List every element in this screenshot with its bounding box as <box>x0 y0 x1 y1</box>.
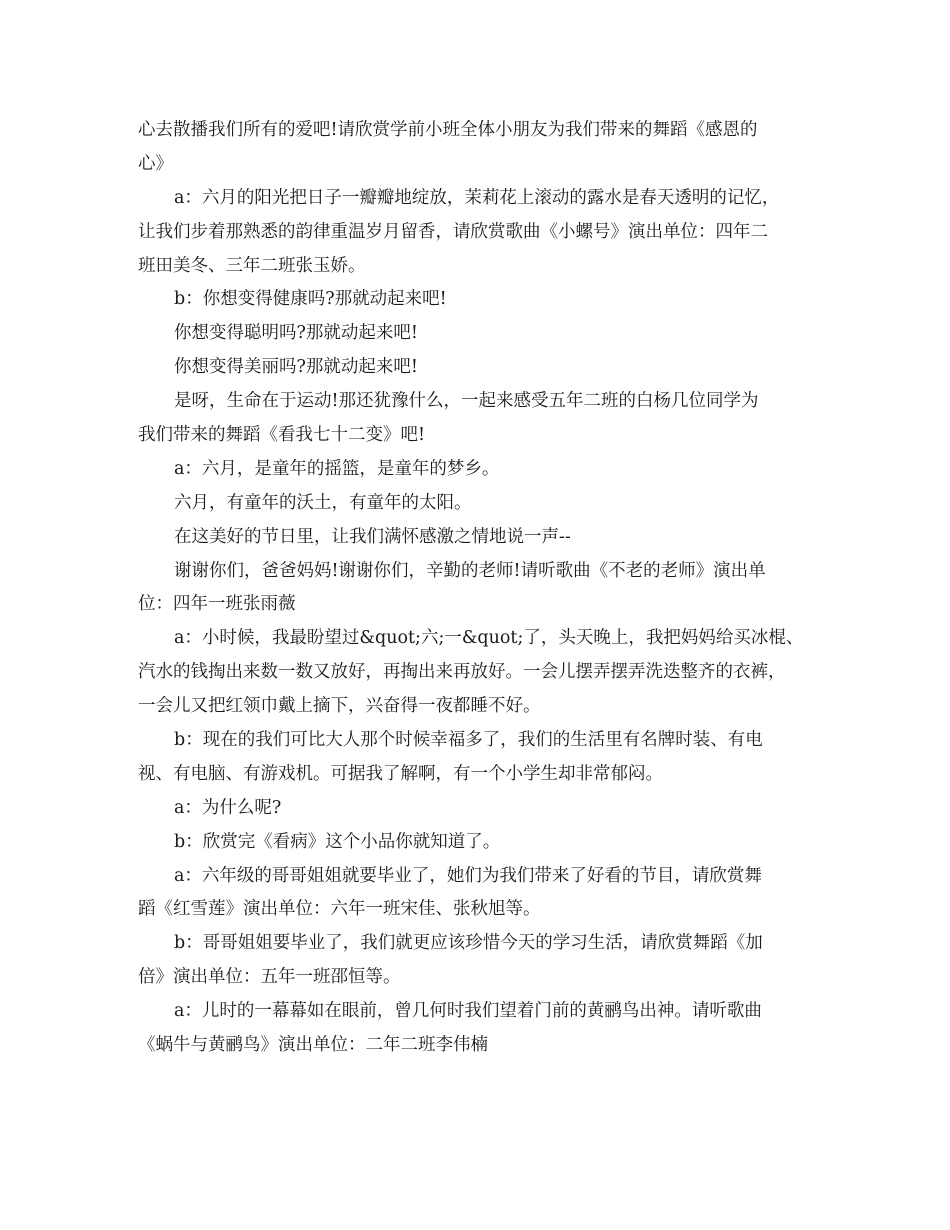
text-line: b：现在的我们可比大人那个时候幸福多了，我们的生活里有名牌时装、有电 <box>174 730 763 751</box>
text-line: a：六年级的哥哥姐姐就要毕业了，她们为我们带来了好看的节目，请欣赏舞 <box>174 865 762 886</box>
text-line: 汽水的钱掏出来数一数又放好，再掏出来再放好。一会儿摆弄摆弄洗迭整齐的衣裤， <box>138 662 786 683</box>
text-line: 倍》演出单位：五年一班邵恒等。 <box>138 967 401 988</box>
text-line: b：哥哥姐姐要毕业了，我们就更应该珍惜今天的学习生活，请欣赏舞蹈《加 <box>174 933 763 954</box>
text-line: 是呀，生命在于运动!那还犹豫什么，一起来感受五年二班的白杨几位同学为 <box>174 391 759 412</box>
text-line: 谢谢你们，爸爸妈妈!谢谢你们，辛勤的老师!请听歌曲《不老的老师》演出单 <box>174 560 766 581</box>
text-line: a：儿时的一幕幕如在眼前，曾几何时我们望着门前的黄鹂鸟出神。请听歌曲 <box>174 1001 762 1022</box>
document-body <box>138 114 828 1063</box>
text-line: a：六月，是童年的摇篮，是童年的梦乡。 <box>174 458 500 479</box>
text-line: 你想变得聪明吗?那就动起来吧! <box>174 323 418 344</box>
text-line: 班田美冬、三年二班张玉娇。 <box>138 255 366 276</box>
text-line: 我们带来的舞蹈《看我七十二变》吧! <box>138 425 426 446</box>
text-line: 心》 <box>138 153 173 174</box>
text-line: a：小时候，我最盼望过&quot;六;一&quot;了，头天晚上，我把妈妈给买冰棍、 <box>174 628 804 649</box>
text-line: a：六月的阳光把日子一瓣瓣地绽放，茉莉花上滚动的露水是春天透明的记忆， <box>174 187 780 208</box>
text-line: 你想变得美丽吗?那就动起来吧! <box>174 357 418 378</box>
text-line: 《蜗牛与黄鹂鸟》演出单位：二年二班李伟楠 <box>138 1035 488 1056</box>
text-line: 六月，有童年的沃土，有童年的太阳。 <box>174 492 472 513</box>
text-line: 视、有电脑、有游戏机。可据我了解啊，有一个小学生却非常郁闷。 <box>138 763 663 784</box>
text-line: 在这美好的节日里，让我们满怀感激之情地说一声-- <box>174 526 571 547</box>
text-line: a：为什么呢? <box>174 797 282 818</box>
text-line: 蹈《红雪莲》演出单位：六年一班宋佳、张秋旭等。 <box>138 899 541 920</box>
text-line: 位：四年一班张雨薇 <box>138 594 296 615</box>
text-line: 心去散播我们所有的爱吧!请欣赏学前小班全体小朋友为我们带来的舞蹈《感恩的 <box>138 120 758 140</box>
text-line: 一会儿又把红领巾戴上摘下，兴奋得一夜都睡不好。 <box>138 696 541 717</box>
text-line: b：欣赏完《看病》这个小品你就知道了。 <box>174 831 501 852</box>
text-line: b：你想变得健康吗?那就动起来吧! <box>174 289 447 310</box>
text-line: 让我们步着那熟悉的韵律重温岁月留香，请欣赏歌曲《小螺号》演出单位：四年二 <box>138 221 768 242</box>
